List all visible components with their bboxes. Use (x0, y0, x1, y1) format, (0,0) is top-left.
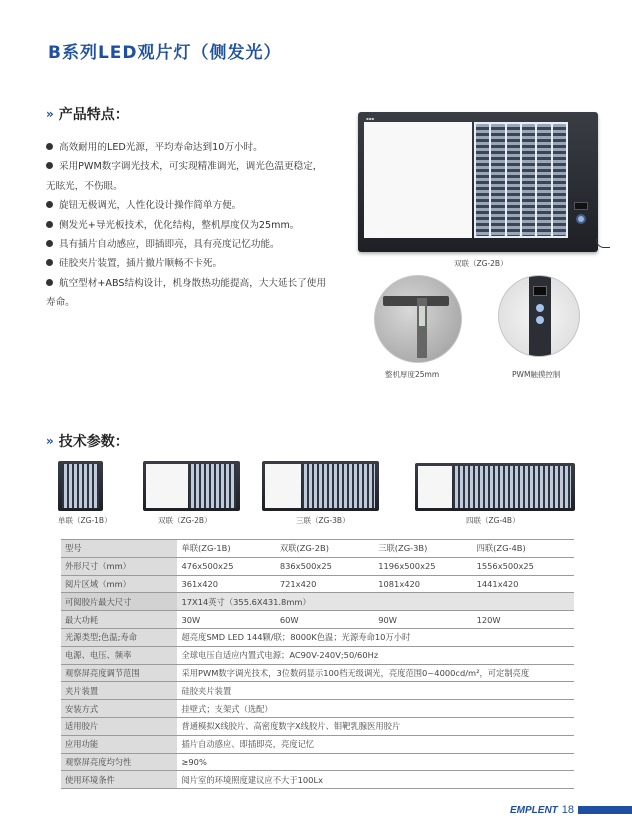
thickness-detail-image (374, 275, 462, 363)
feature-list (46, 138, 326, 313)
table-row (61, 664, 574, 682)
bullet-icon (46, 259, 53, 266)
spec-value: 361x420 (177, 575, 275, 593)
product-image-double (358, 112, 598, 252)
feature-item (46, 157, 326, 196)
spec-label: 安装方式 (61, 700, 177, 718)
double-chevron-icon: » (46, 107, 51, 121)
spec-value: 三联(ZG-3B) (374, 540, 472, 558)
spec-value: 1081x420 (374, 575, 472, 593)
feature-item (46, 274, 326, 313)
spec-value: 60W (276, 611, 374, 629)
feature-item (46, 216, 326, 235)
table-row (61, 682, 574, 700)
model-caption-triple: 三联（ZG-3B） (296, 516, 350, 525)
spec-value: 阅片室的环境照度建议应不大于100Lx (177, 771, 574, 789)
spec-value: 双联(ZG-2B) (276, 540, 374, 558)
table-row (61, 753, 574, 771)
page-number: 18 (561, 804, 575, 816)
thickness-caption: 整机厚度25mm (385, 370, 440, 379)
spec-value: 超亮度SMD LED 144颗/联；8000K色温；光源寿命10万小时 (177, 628, 574, 646)
features-heading (46, 104, 129, 124)
table-row (61, 717, 574, 735)
spec-value: 30W (177, 611, 275, 629)
spec-label: 夹片装置 (61, 682, 177, 700)
double-chevron-icon: » (46, 434, 51, 448)
spec-value: 120W (473, 611, 574, 629)
spec-value: 四联(ZG-4B) (473, 540, 574, 558)
feature-text: 具有插片自动感应，即插即亮，具有亮度记忆功能。 (59, 239, 280, 251)
bullet-icon (46, 221, 53, 228)
pwm-caption: PWM触摸控制 (512, 370, 561, 379)
bullet-icon (46, 279, 53, 286)
table-row (61, 628, 574, 646)
spec-table (61, 539, 574, 789)
spec-label: 使用环境条件 (61, 771, 177, 789)
spec-label: 电源、电压、频率 (61, 646, 177, 664)
spec-value: 90W (374, 611, 472, 629)
model-caption-quad: 四联（ZG-4B） (466, 516, 520, 525)
spec-value: 476x500x25 (177, 557, 275, 575)
table-row (61, 646, 574, 664)
table-row (61, 735, 574, 753)
spec-value: 硅胶夹片装置 (177, 682, 574, 700)
spec-value: 全球电压自适应内置式电源；AC90V-240V;50/60Hz (177, 646, 574, 664)
feature-text: 硅胶夹片装置，插片撤片顺畅不卡死。 (59, 258, 223, 270)
spec-label: 观察屏亮度调节范围 (61, 664, 177, 682)
spec-label: 外形尺寸（mm） (61, 557, 177, 575)
power-cable (596, 238, 610, 248)
model-caption-single: 单联（ZG-1B） (58, 516, 112, 525)
feature-text: 高效耐用的LED光源，平均寿命达到10万小时。 (59, 142, 263, 153)
model-image-triple (262, 461, 379, 511)
spec-value: 采用PWM数字调光技术，3位数码显示100档无级调光，亮度范围0~4000cd/m²，可定制亮度 (177, 664, 574, 682)
footer (510, 804, 632, 816)
spec-value: 17X14英寸（355.6X431.8mm） (177, 593, 574, 611)
feature-item (46, 196, 326, 215)
specs-heading-label: 技术参数： (58, 434, 129, 450)
model-image-single (58, 461, 103, 511)
table-row (61, 611, 574, 629)
spec-label: 观察屏亮度均匀性 (61, 753, 177, 771)
table-row (61, 575, 574, 593)
spec-label: 光源类型;色温;寿命 (61, 628, 177, 646)
feature-item (46, 254, 326, 273)
spec-label: 适用胶片 (61, 717, 177, 735)
model-image-quad (415, 463, 575, 511)
spec-label: 型号 (61, 540, 177, 558)
bullet-icon (46, 143, 53, 150)
page-title: B系列LED观片灯（侧发光） (48, 43, 282, 63)
spec-value: 挂壁式；支架式（选配） (177, 700, 574, 718)
spec-value: 836x500x25 (276, 557, 374, 575)
spec-value: 单联(ZG-1B) (177, 540, 275, 558)
feature-text: 航空型材+ABS结构设计，机身散热功能提高，大大延长了使用寿命。 (46, 277, 326, 309)
spec-label: 可阅胶片最大尺寸 (61, 593, 177, 611)
digital-display (574, 202, 588, 210)
table-row (61, 700, 574, 718)
specs-heading (46, 431, 129, 451)
model-image-double (143, 461, 240, 511)
footer-bar (578, 806, 632, 814)
spec-value: 插片自动感应、即插即亮，亮度记忆 (177, 735, 574, 753)
feature-text: 采用PWM数字调光技术，可实现精准调光，调光色温更稳定，无眩光，不伤眼。 (46, 161, 323, 192)
feature-text: 旋钮无极调光，人性化设计操作简单方便。 (59, 200, 242, 212)
feature-text: 侧发光+导光板技术，优化结构，整机厚度仅为25mm。 (59, 219, 300, 231)
spec-label: 阅片区域（mm） (61, 575, 177, 593)
feature-item (46, 235, 326, 254)
main-image-caption: 双联（ZG-2B） (454, 259, 508, 268)
table-row (61, 557, 574, 575)
spec-label: 最大功耗 (61, 611, 177, 629)
table-row (61, 593, 574, 611)
feature-item (46, 138, 326, 157)
brand-mark: ▪▪▪ (366, 116, 375, 121)
model-caption-double: 双联（ZG-2B） (158, 516, 212, 525)
bullet-icon (46, 201, 53, 208)
bullet-icon (46, 240, 53, 247)
spec-value: 1196x500x25 (374, 557, 472, 575)
features-heading-label: 产品特点： (58, 107, 129, 123)
bullet-icon (46, 162, 53, 169)
control-knob (576, 214, 586, 224)
table-row (61, 540, 574, 558)
pwm-control-detail-image (498, 275, 580, 357)
brand-logo: EMPLENT (510, 804, 558, 816)
spec-label: 应用功能 (61, 735, 177, 753)
spec-value: 普通模拟X线胶片、高密度数字X线胶片、钼靶乳腺医用胶片 (177, 717, 574, 735)
table-row (61, 771, 574, 789)
spec-value: 1441x420 (473, 575, 574, 593)
spec-value: 1556x500x25 (473, 557, 574, 575)
xray-film (474, 122, 568, 238)
spec-value: ≥90% (177, 753, 574, 771)
spec-value: 721x420 (276, 575, 374, 593)
